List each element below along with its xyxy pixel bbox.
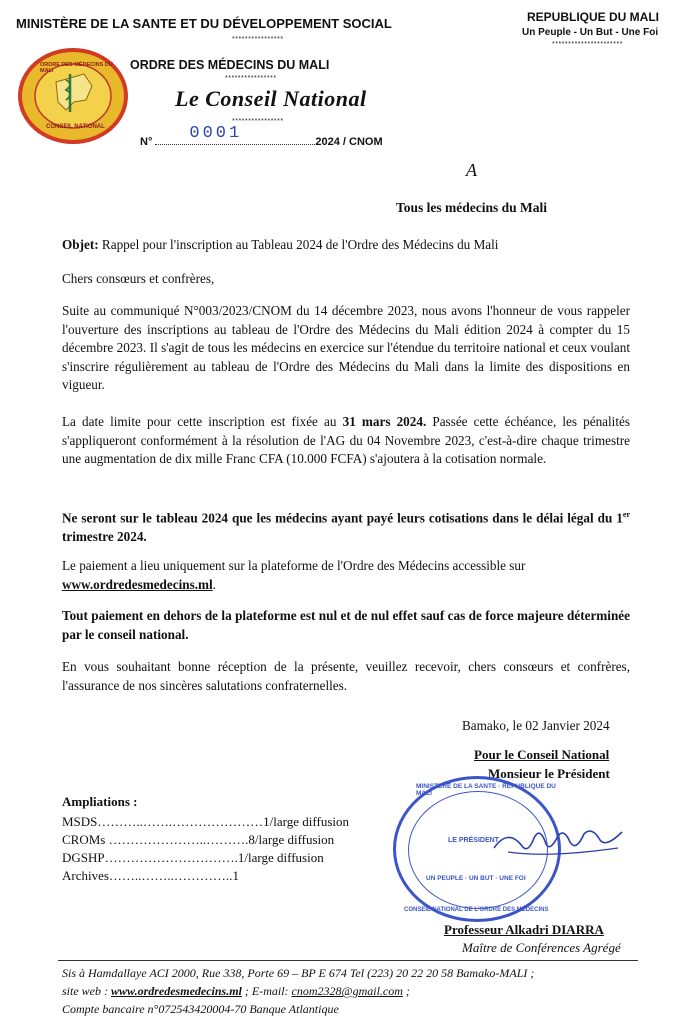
ref-suffix: 2024 / CNOM — [315, 136, 383, 148]
ampliation-name: CROMs …………………..………. — [62, 832, 249, 847]
footer-contacts — [62, 984, 410, 999]
ampliations-title: Ampliations : — [62, 794, 138, 809]
council-title: Le Conseil National — [175, 86, 367, 111]
order-title: ORDRE DES MÉDECINS DU MALI — [130, 58, 330, 72]
footer-email-end: ; — [402, 984, 410, 998]
paragraph-6: En vous souhaitant bonne réception de la présente, veuillez recevoir, chers consœurs et confrères, l'assurance de nos sincères salutations confraternelles. — [62, 659, 630, 693]
ampliation-name: DGSHP…………………………. — [62, 850, 238, 865]
subject-label: Objet: — [62, 237, 99, 252]
ampliation-name: MSDS………..…….………………… — [62, 814, 264, 829]
ampliation-value: 8/large diffusion — [248, 832, 335, 847]
paragraph-4 — [62, 557, 630, 594]
handwritten-signature — [488, 818, 628, 868]
stamp-center-text: LE PRÉSIDENT — [448, 837, 499, 844]
signatory-title: Maître de Conférences Agrégé — [462, 940, 621, 955]
platform-link[interactable]: www.ordredesmedecins.ml — [62, 576, 213, 592]
stamp-bottom-text: CONSEIL NATIONAL DE L'ORDRE DES MÉDECINS — [404, 907, 549, 913]
for-council: Pour le Conseil National — [474, 747, 610, 762]
ampliation-row — [62, 868, 239, 884]
addressee: Tous les médecins du Mali — [396, 200, 548, 215]
p2-deadline: 31 mars 2024. — [342, 414, 427, 429]
ampliation-row — [62, 850, 324, 866]
ampliation-row — [62, 814, 349, 830]
footer-divider — [58, 960, 638, 961]
p3-end: trimestre 2024. — [62, 528, 147, 544]
reference-number — [140, 124, 383, 148]
stars-divider: **************** — [232, 36, 284, 43]
greeting: Chers consœurs et confrères, — [62, 271, 215, 286]
ampliation-value: 1/large diffusion — [237, 850, 324, 865]
date-line: Bamako, le 02 Janvier 2024 — [462, 718, 610, 733]
p4-text: Le paiement a lieu uniquement sur la plateforme de l'Ordre des Médecins accessible sur — [62, 558, 526, 573]
logo-text: CONSEIL NATIONAL — [46, 124, 105, 130]
signatory-name: Professeur Alkadri DIARRA — [444, 922, 604, 937]
paragraph-3 — [62, 506, 630, 546]
addressee-a: A — [466, 160, 477, 180]
subject-line — [62, 236, 630, 255]
ampliation-value: 1 — [232, 868, 239, 883]
president-title: Monsieur le Président — [488, 766, 610, 781]
stars-divider: **************** — [225, 75, 277, 82]
stamp-outer-text: MINISTERE DE LA SANTE · REPUBLIQUE DU MALI — [416, 783, 556, 797]
footer-email-label: ; E-mail: — [244, 984, 289, 998]
p3-sup: er — [622, 510, 630, 519]
ampliation-row — [62, 832, 334, 848]
logo-ring-text: ORDRE DES MÉDECINS DU MALI — [40, 62, 113, 74]
stars-divider: **************** — [232, 118, 284, 125]
p2-start: La date limite pour cette inscription est fixée au — [62, 414, 343, 429]
p4-end: . — [212, 576, 216, 592]
footer-bank: Compte bancaire n°072543420004-70 Banque Atlantique — [62, 1002, 339, 1016]
ref-number: 0001 — [189, 124, 243, 143]
footer-address: Sis à Hamdallaye ACI 2000, Rue 338, Porte 69 – BP E 674 Tel (223) 20 22 20 58 Bamako-MALI ; — [62, 966, 535, 980]
motto: Un Peuple - Un But - Une Foi — [522, 27, 659, 38]
ampliation-name: Archives……..……..………….. — [62, 868, 233, 883]
ampliation-value: 1/large diffusion — [263, 814, 349, 829]
stars-divider: ********************** — [552, 41, 623, 48]
footer-site-link[interactable]: www.ordredesmedecins.ml — [111, 984, 242, 998]
paragraph-2 — [62, 413, 630, 469]
ref-prefix: N° — [140, 136, 153, 148]
republic-title: REPUBLIQUE DU MALI — [527, 10, 659, 24]
subject-text: Rappel pour l'inscription au Tableau 2024 de l'Ordre des Médecins du Mali — [98, 237, 499, 252]
stamp-inner-text: UN PEUPLE · UN BUT · UNE FOI — [426, 875, 526, 882]
footer-site-label: site web : — [62, 984, 108, 998]
paragraph-1: Suite au communiqué N°003/2023/CNOM du 14 décembre 2023, nous avons l'honneur de vous rappeler l'ouverture des inscriptions au tableau de l'Ordre des Médecins du Mali édition 2024 à compter du 15 décembre 2023. Il s'agit de tous les médecins en exercice sur l'étendue du territoire national et ceux voulant s'inscrire régulièrement au tableau de l'Ordre des Médecins du Mali dans la limite des dispositions en vigueur. — [62, 303, 630, 392]
p3-start: Ne seront sur le tableau 2024 que les médecins ayant payé leurs cotisations dans le délai légal du 1 — [62, 510, 623, 526]
order-logo — [18, 48, 128, 144]
p2-rest: Passée cette échéance, les pénalités s'appliqueront conformément à la résolution de l'AG du 04 Novembre 2023, c'est-à-dire chaque trimestre une augmentation de dix mille Franc CFA (10.000 FCFA) s'ajoutera à la cotisation normale. — [62, 414, 630, 466]
paragraph-5: Tout paiement en dehors de la plateforme est nul et de nul effet sauf cas de force majeure déterminée par le conseil national. — [62, 608, 630, 642]
ministry-title: MINISTÈRE DE LA SANTE ET DU DÉVELOPPEMENT SOCIAL — [16, 16, 392, 31]
footer-email-link[interactable]: cnom2328@gmail.com — [291, 984, 403, 998]
